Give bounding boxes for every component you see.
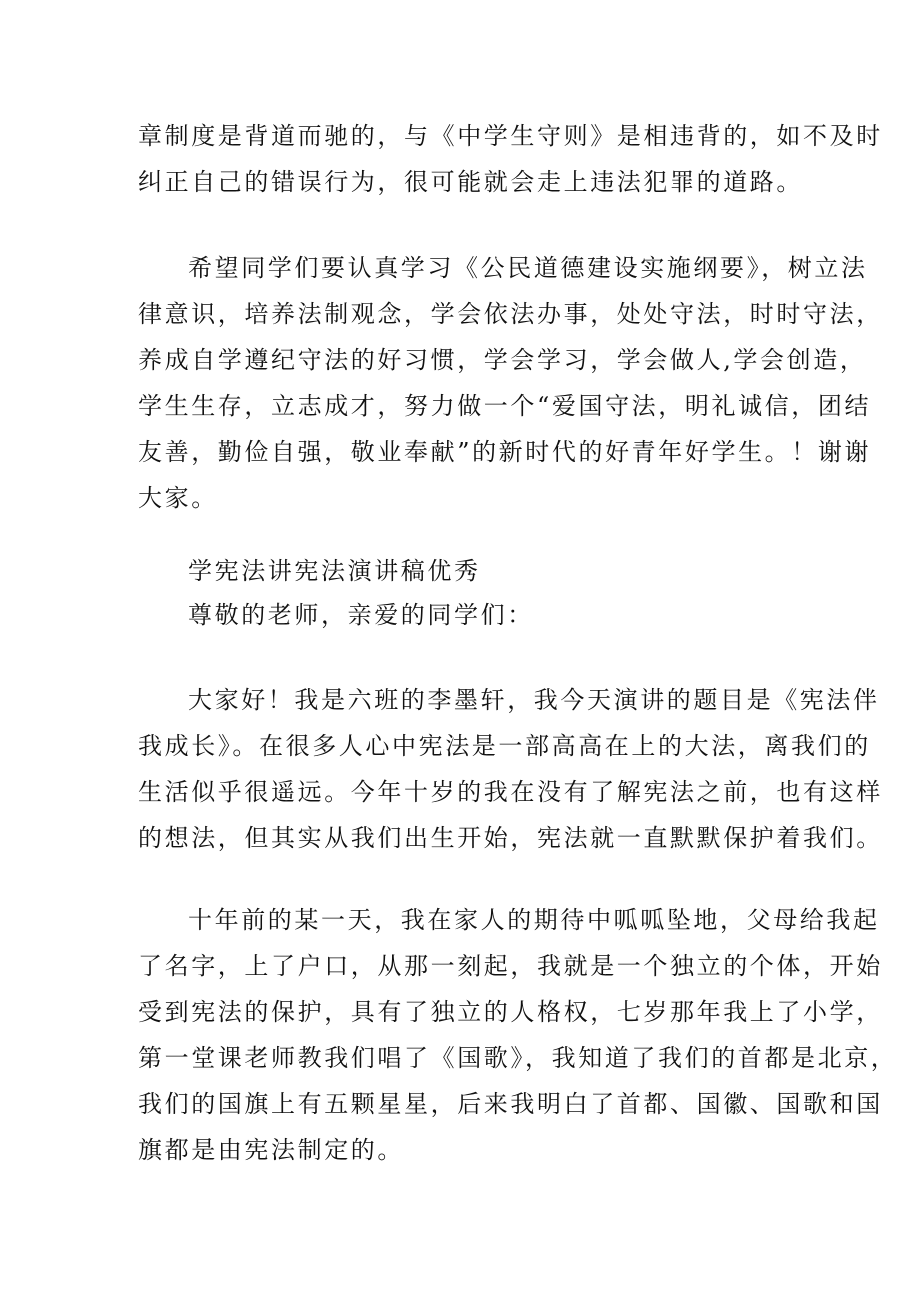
paragraph-4-line-1: 十年前的某一天，我在家人的期待中呱呱坠地，父母给我起: [188, 906, 880, 934]
paragraph-3-line-2: 我成长》。在很多人心中宪法是一部高高在上的大法，离我们的: [138, 732, 871, 760]
paragraph-1-line-2: 纠正自己的错误行为，很可能就会走上违法犯罪的道路。: [138, 168, 803, 196]
section-title: 学宪法讲宪法演讲稿优秀: [188, 557, 481, 585]
paragraph-4-line-4: 第一堂课老师教我们唱了《国歌》，我知道了我们的首都是北京，: [138, 1044, 898, 1072]
paragraph-4-line-2: 了名字，上了户口，从那一刻起，我就是一个独立的个体，开始: [138, 952, 883, 980]
paragraph-2-line-2: 律意识，培养法制观念，学会依法办事，处处守法，时时守法，: [138, 300, 883, 328]
salutation: 尊敬的老师，亲爱的同学们：: [188, 601, 534, 629]
paragraph-3-line-1: 大家好！我是六班的李墨轩，我今天演讲的题目是《宪法伴: [188, 686, 880, 714]
paragraph-4-line-3: 受到宪法的保护，具有了独立的人格权，七岁那年我上了小学，: [138, 998, 883, 1026]
paragraph-2-line-5: 友善，勤俭自强，敬业奉献”的新时代的好青年好学生。！谢谢: [138, 438, 872, 466]
paragraph-2-line-6: 大家。: [138, 484, 218, 512]
paragraph-2-line-4: 学生生存，立志成才，努力做一个“爱国守法，明礼诚信，团结: [138, 392, 872, 420]
paragraph-3-line-3: 生活似乎很遥远。今年十岁的我在没有了解宪法之前，也有这样: [138, 778, 883, 806]
paragraph-4-line-5: 我们的国旗上有五颗星星，后来我明白了首都、国徽、国歌和国: [138, 1090, 883, 1118]
paragraph-1-line-1: 章制度是背道而驰的，与《中学生守则》是相违背的，如不及时: [138, 122, 883, 150]
paragraph-2-line-1: 希望同学们要认真学习《公民道德建设实施纲要》，树立法: [188, 254, 868, 282]
paragraph-3-line-4: 的想法，但其实从我们出生开始，宪法就一直默默保护着我们。: [138, 824, 883, 852]
paragraph-2-line-3: 养成自学遵纪守法的好习惯，学会学习，学会做人,学会创造，: [138, 346, 867, 374]
paragraph-4-line-6: 旗都是由宪法制定的。: [138, 1136, 404, 1164]
